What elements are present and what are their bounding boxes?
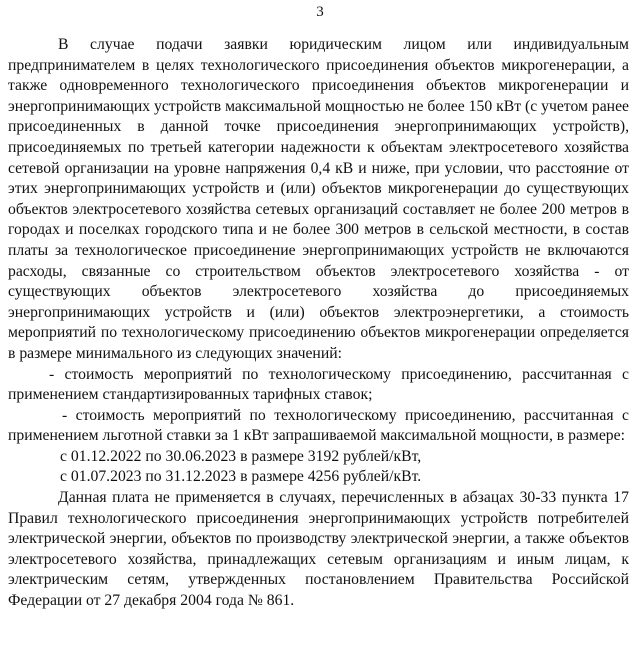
page-number: 3 [316,4,324,20]
document-body [8,35,629,612]
paragraph-microgeneration-conditions: В случае подачи заявки юридическим лицом или индивидуальным предпринимателем в целях технологического присоединения объектов микрогенерации, а также одновременного технологического присоединения объектов микрогенерации и энергопринимающих устройств максимальной мощностью не более 150 кВт (с учетом ранее присоединенных в данной точке присоединения энергопринимающих устройств), присоединяемых по третьей категории надежности к объектам электросетевого хозяйства сетевой организации на уровне напряжения 0,4 кВ и ниже, при условии, что расстояние от этих энергопринимающих устройств и (или) объектов микрогенерации до существующих объектов электросетевого хозяйства сетевых организаций составляет не более 200 метров в городах и поселках городского типа и не более 300 метров в сельской местности, в состав платы за технологическое присоединение энергопринимающих устройств не включаются расходы, связанные со строительством объектов электросетевого хозяйства - от существующих объектов электросетевого хозяйства до присоединяемых энергопринимающих устройств и (или) объектов электроэнергетики, а стоимость мероприятий по технологическому присоединению объектов микрогенерации определяется в размере минимального из следующих значений: [8,36,629,362]
paragraph-standard-rates: - стоимость мероприятий по технологическому присоединению, рассчитанная с применением стандартизированных тарифных ставок; [8,365,629,404]
paragraph-preferential-rate: - стоимость мероприятий по технологическому присоединению, рассчитанная с применением льготной ставки за 1 кВт запрашиваемой максимальной мощности, в размере: [8,406,629,445]
paragraph-exceptions: Данная плата не применяется в случаях, перечисленных в абзацах 30-33 пункта 17 Правил технологического присоединения энергопринимающих устройств потребителей электрической энергии, объектов по производству электрической энергии, а также объектов электросетевого хозяйства, принадлежащих сетевым организациям и иным лицам, к электрическим сетям, утвержденных постановлением Правительства Российской Федерации от 27 декабря 2004 года № 861. [8,489,629,610]
rate-period-2022: с 01.12.2022 по 30.06.2023 в размере 3192 рублей/кВт, [60,447,422,465]
rate-period-2023: с 01.07.2023 по 31.12.2023 в размере 4256 рублей/кВт. [60,468,422,486]
